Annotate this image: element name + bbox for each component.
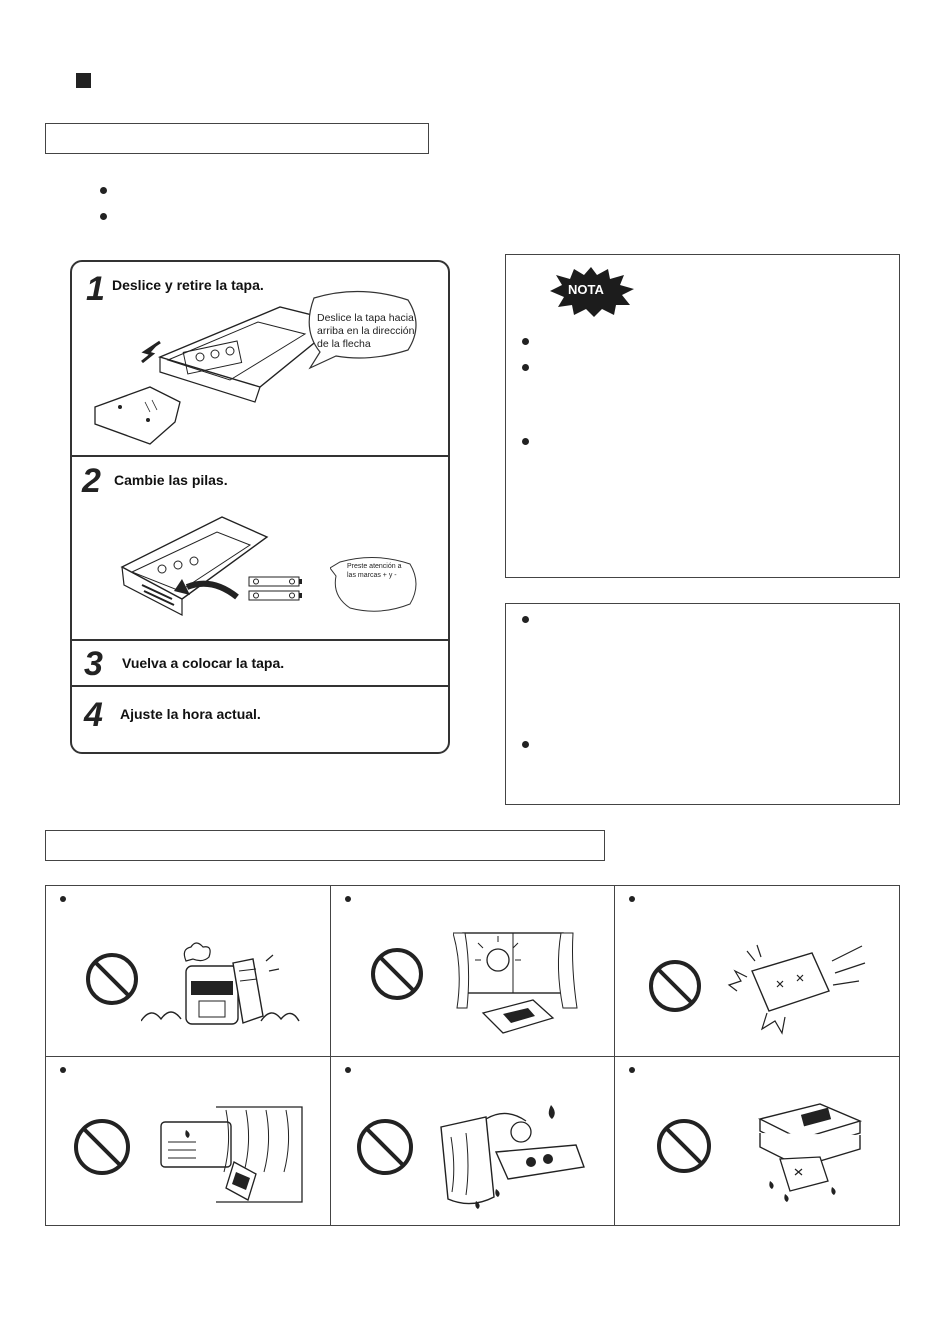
- section-marker-icon: [76, 73, 91, 88]
- step-2-bubble-text: Preste atención a las marcas + y -: [347, 563, 402, 579]
- bullet-dot-icon: [60, 1067, 66, 1073]
- precaution-cell: [331, 886, 616, 1056]
- step-3-number: 3: [84, 645, 103, 683]
- step-divider: [72, 639, 448, 641]
- section-heading-box-battery: [45, 123, 429, 154]
- prohibited-icon: [647, 958, 703, 1014]
- step-1-text: Deslice y retire la tapa.: [112, 277, 264, 293]
- prohibited-icon: [655, 1117, 713, 1175]
- precaution-cell: [615, 1057, 900, 1227]
- precaution-cell: [615, 886, 900, 1056]
- bullet-dot-icon: [345, 896, 351, 902]
- precaution-cell: [46, 886, 331, 1056]
- prohibited-icon: [84, 951, 140, 1007]
- prohibited-icon: [369, 946, 425, 1002]
- bullet-dot-icon: [522, 741, 529, 748]
- remote-crushed-by-books-illustration: [750, 1099, 870, 1204]
- bullet-dot-icon: [345, 1067, 351, 1073]
- remote-water-spill-illustration: [436, 1097, 596, 1212]
- precaution-cell: [331, 1057, 616, 1227]
- battery-icon: [247, 574, 307, 604]
- note-badge-label: NOTA: [568, 282, 604, 297]
- bullet-dot-icon: [522, 616, 529, 623]
- precaution-cell: [46, 1057, 331, 1227]
- step-4-number: 4: [84, 696, 103, 734]
- step-divider: [72, 685, 448, 687]
- bullet-dot-icon: [629, 1067, 635, 1073]
- step-1-bubble-text: Deslice la tapa hacia arriba en la dirección de la flecha: [317, 312, 415, 350]
- step-divider: [72, 455, 448, 457]
- bullet-dot-icon: [629, 896, 635, 902]
- bullet-dot-icon: [60, 896, 66, 902]
- bullet-dot-icon: [522, 364, 529, 371]
- note-box: [505, 254, 900, 578]
- remote-dropped-illustration: [727, 941, 867, 1036]
- bullet-dot-icon: [522, 438, 529, 445]
- step-2-text: Cambie las pilas.: [114, 472, 228, 488]
- battery-steps-panel: [70, 260, 450, 754]
- bullet-dot-icon: [100, 213, 107, 220]
- step-1-number: 1: [86, 270, 105, 308]
- remote-in-sunlight-illustration: [453, 928, 583, 1038]
- prohibited-icon: [355, 1117, 415, 1177]
- remote-battery-illustration: [112, 507, 312, 627]
- bullet-dot-icon: [100, 187, 107, 194]
- step-2-number: 2: [82, 462, 101, 500]
- prohibited-icon: [72, 1117, 132, 1177]
- precautions-grid: [45, 885, 900, 1226]
- section-heading-box-handling: [45, 830, 605, 861]
- remote-near-heat-illustration: [141, 941, 301, 1031]
- step-3-text: Vuelva a colocar la tapa.: [122, 655, 285, 671]
- remote-near-moisture-illustration: [156, 1102, 306, 1207]
- bullet-dot-icon: [522, 338, 529, 345]
- warning-box: [505, 603, 900, 805]
- step-4-text: Ajuste la hora actual.: [120, 706, 261, 722]
